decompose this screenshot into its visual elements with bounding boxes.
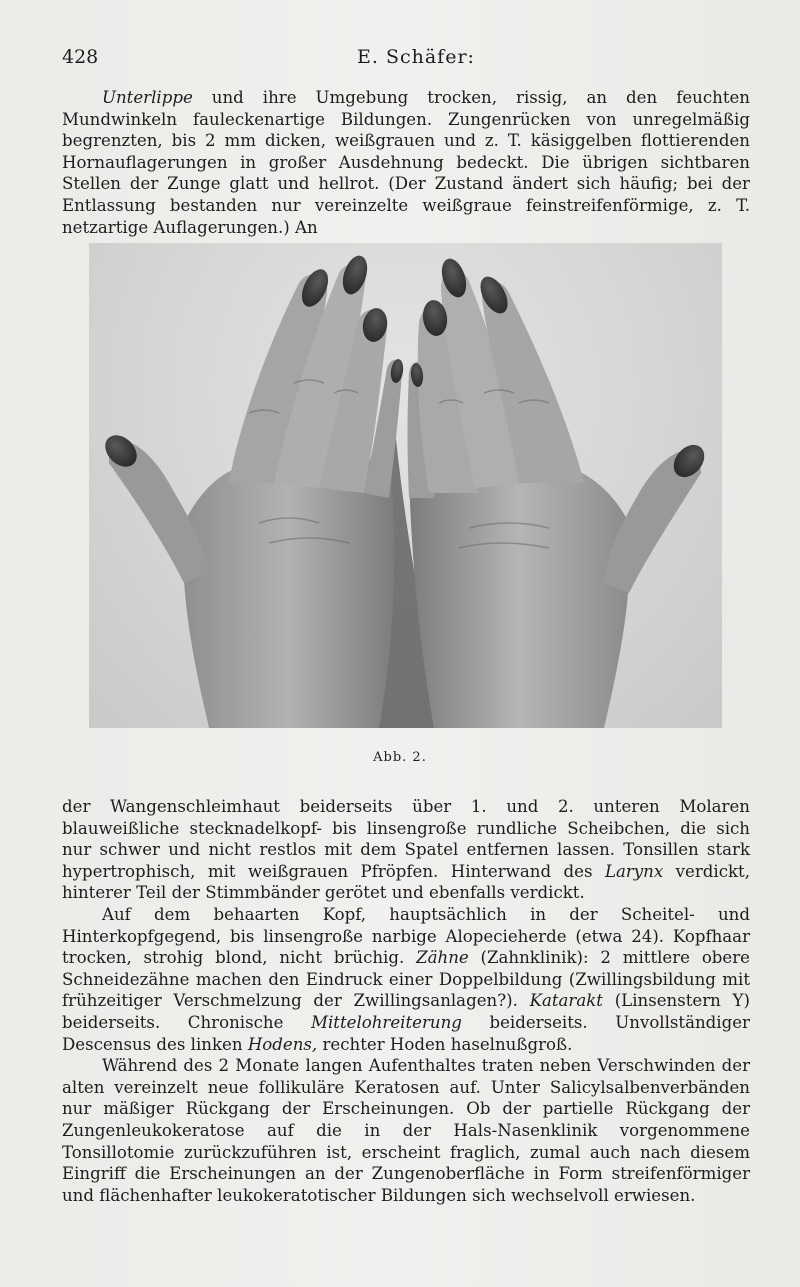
- paragraph-2: [62, 796, 750, 904]
- figure-caption: Abb. 2.: [373, 750, 427, 765]
- paragraph-text: beiderseits. Unvollständiger Descensus des linken: [62, 1012, 750, 1054]
- text-block-bottom: [62, 796, 750, 1206]
- italic-term: Zähne: [416, 948, 469, 968]
- page-header: [62, 46, 752, 74]
- page-number: 428: [62, 46, 99, 68]
- paragraph-text: (Linsenstern Y) beiderseits. Chronische: [62, 991, 750, 1032]
- left-hand: [99, 253, 405, 728]
- paragraph-text: verdickt, hinterer Teil der Stimmbänder gerötet und ebenfalls verdickt.: [62, 861, 751, 903]
- italic-term: Larynx: [604, 861, 664, 881]
- hands-illustration: [89, 243, 722, 728]
- paragraph-text: der Wangenschleimhaut beiderseits über 1. und 2. unteren Molaren blauweißliche stecknadelkopf- bis linsengroße rundliche Scheibchen, die sich nur schwer und nicht restlos mit dem Spatel entfernen lassen. Tonsillen stark hypertrophisch, mit weißgrauen Pfröpfen. Hinterwand des: [62, 797, 750, 881]
- paragraph-1: [62, 87, 750, 238]
- italic-term: Katarakt: [529, 991, 603, 1011]
- running-head: E. Schäfer:: [357, 46, 475, 68]
- italic-term: Unterlippe: [102, 88, 193, 107]
- paragraph-text: (Zahnklinik): 2 mittlere obere Schneidezähne machen den Eindruck einer Doppelbildung (Zwillingsbildung mit frühzeitiger Verschmelzung der Zwillingsanlagen?).: [62, 948, 751, 1011]
- figure-photo-hands: [89, 243, 722, 728]
- right-hand: [408, 256, 711, 728]
- paragraph-4: Während des 2 Monate langen Aufenthaltes traten neben Verschwinden der alten vereinzelt neue follikuläre Keratosen auf. Unter Salicylsalbenverbänden nur mäßiger Rückgang der Erscheinungen. Ob der partielle Rückgang der Zungenleukokeratose auf die in der Hals-Nasenklinik vorgenommene Tonsillotomie zurückzuführen ist, erscheint fraglich, zumal auch nach diesem Eingriff die Erscheinungen an der Zungenoberfläche in Form streifenförmiger und flächenhafter leukokeratotischer Bildungen sich wechselvoll erwiesen.: [62, 1056, 750, 1205]
- paragraph-3: [62, 904, 750, 1055]
- italic-term: Mittelohreiterung: [310, 1012, 462, 1032]
- paragraph-text: und ihre Umgebung trocken, rissig, an den feuchten Mundwinkeln fauleckenartige Bildungen. Zungenrücken von unregelmäßig begrenzten, bis 2 mm dicken, weißgrauen und z. T. käsiggelben flottierenden Hornauflagerungen in großer Ausdehnung bedeckt. Die übrigen sichtbaren Stellen der Zunge glatt und hellrot. (Der Zustand ändert sich häufig; bei der Entlassung bestanden nur vereinzelte weißgraue feinstreifenförmige, z. T. netzartige Auflagerungen.) An: [62, 88, 750, 237]
- paragraph-text: Auf dem behaarten Kopf, hauptsächlich in der Scheitel- und Hinterkopfgegend, bis linsengroße narbige Alopecieherde (etwa 24). Kopfhaar trocken, strohig blond, nicht brüchig.: [62, 904, 750, 968]
- paragraph-text: rechter Hoden haselnußgroß.: [317, 1034, 573, 1054]
- italic-term: Hodens,: [247, 1034, 318, 1054]
- text-block-top: [62, 87, 750, 238]
